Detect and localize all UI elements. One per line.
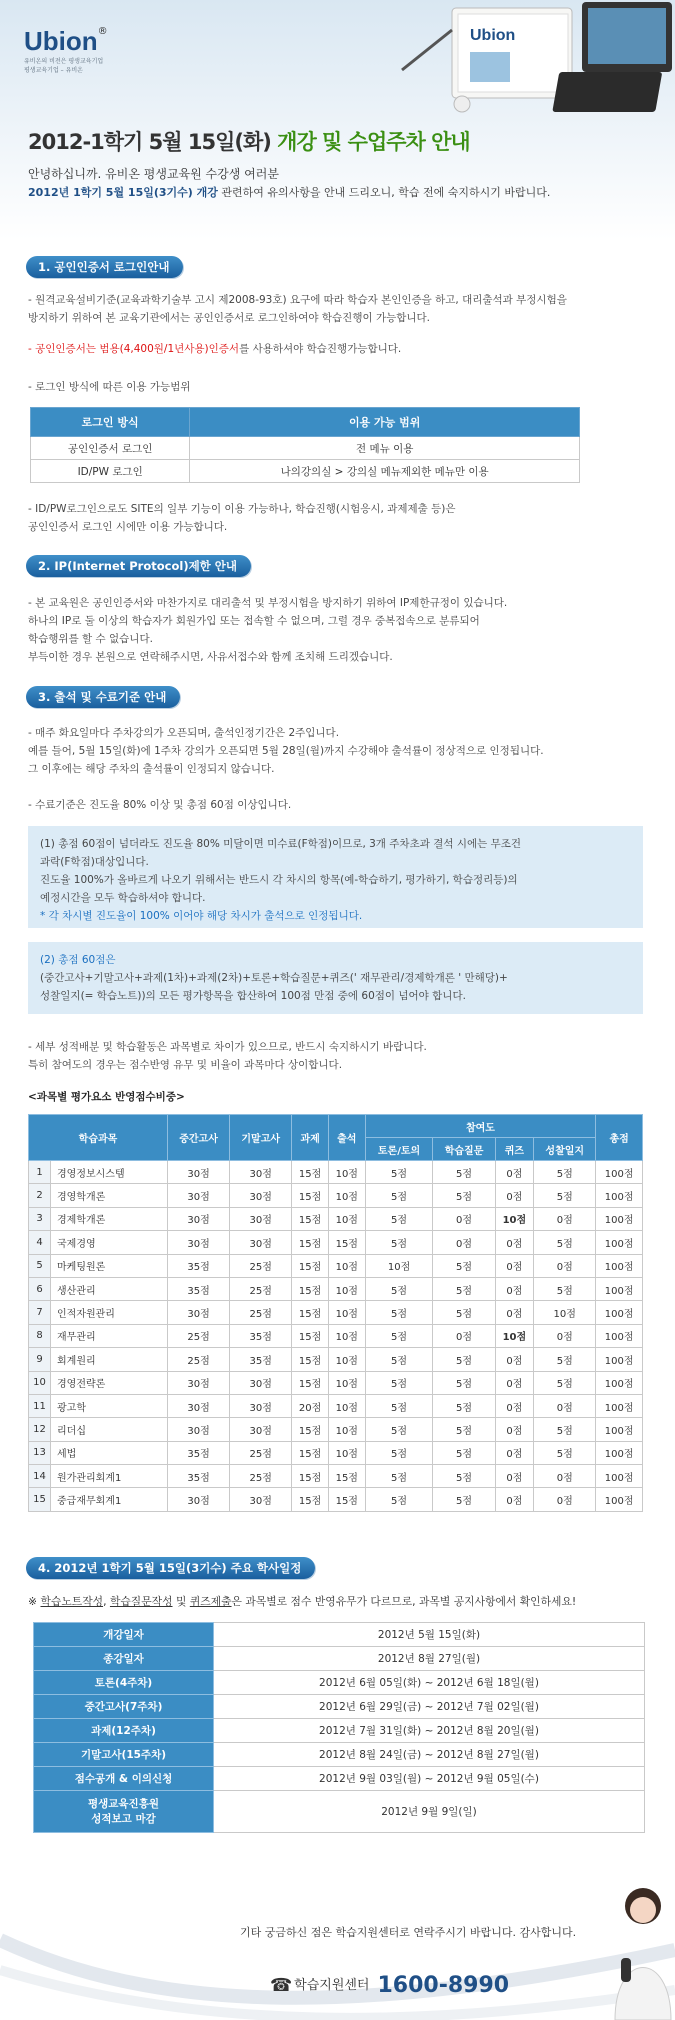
section-4-note bbox=[28, 1593, 576, 1611]
schedule-value: 2012년 5월 15일(화) bbox=[214, 1623, 645, 1647]
score-cell: 5점 bbox=[534, 1418, 596, 1441]
section-1-para-1a: - 원격교육설비기준(교육과학기술부 고시 제2008-93호) 요구에 따라 학습자 본인인증을 하고, 대리출석과 부정시험을 bbox=[28, 294, 567, 306]
score-cell: 5점 bbox=[365, 1184, 433, 1207]
row-number: 11 bbox=[29, 1394, 51, 1417]
score-cell: 10점 bbox=[328, 1441, 365, 1464]
box-2-title: (2) 총점 60점은 bbox=[40, 954, 116, 966]
schedule-label: 종강일자 bbox=[34, 1647, 214, 1671]
score-cell: 30점 bbox=[230, 1207, 292, 1230]
section-1-para-4a: - ID/PW로그인으로도 SITE의 일부 기능이 이용 가능하나, 학습진행(시험응시, 과제제출 등)은 bbox=[28, 503, 456, 515]
table-row bbox=[29, 1254, 643, 1277]
score-cell: 5점 bbox=[534, 1231, 596, 1254]
score-cell: 5점 bbox=[365, 1161, 433, 1184]
task-header: 과제 bbox=[292, 1115, 329, 1161]
login-method-cell: 공인인증서 로그인 bbox=[31, 437, 190, 460]
table-row bbox=[34, 1623, 645, 1647]
score-cell: 0점 bbox=[495, 1348, 534, 1371]
intro-rest: 관련하여 유의사항을 안내 드리오니, 학습 전에 숙지하시기 바랍니다. bbox=[217, 186, 551, 199]
score-cell: 25점 bbox=[230, 1465, 292, 1488]
score-cell: 15점 bbox=[292, 1371, 329, 1394]
note-prefix: ※ bbox=[28, 1595, 41, 1608]
title-highlight: 개강 및 수업주차 안내 bbox=[277, 130, 470, 154]
subject-name: 원가관리회계1 bbox=[51, 1465, 168, 1488]
score-cell: 0점 bbox=[495, 1371, 534, 1394]
score-cell: 5점 bbox=[433, 1184, 495, 1207]
table-row bbox=[29, 1184, 643, 1207]
table-row bbox=[29, 1207, 643, 1230]
row-number: 12 bbox=[29, 1418, 51, 1441]
score-cell: 30점 bbox=[230, 1394, 292, 1417]
notice-box-1 bbox=[28, 826, 643, 928]
score-cell: 25점 bbox=[230, 1254, 292, 1277]
score-cell: 30점 bbox=[230, 1488, 292, 1511]
quiz-header: 퀴즈 bbox=[495, 1138, 534, 1161]
schedule-body bbox=[34, 1623, 645, 1791]
note-and: 및 bbox=[172, 1595, 190, 1608]
score-cell: 10점 bbox=[328, 1184, 365, 1207]
subject-name: 광고학 bbox=[51, 1394, 168, 1417]
score-cell: 15점 bbox=[292, 1418, 329, 1441]
page-title bbox=[28, 126, 470, 156]
intro-bold: 2012년 1학기 5월 15일(3기수) 개강 bbox=[28, 186, 218, 199]
ubion-logo[interactable] bbox=[24, 26, 108, 75]
schedule-value: 2012년 9월 9일(일) bbox=[214, 1791, 645, 1833]
table-row bbox=[31, 460, 580, 483]
certificate-warning-rest: 를 사용하셔야 학습진행가능합니다. bbox=[239, 343, 402, 355]
table-row bbox=[34, 1719, 645, 1743]
score-cell: 15점 bbox=[292, 1161, 329, 1184]
subject-name: 경영정보시스템 bbox=[51, 1161, 168, 1184]
score-cell: 5점 bbox=[365, 1465, 433, 1488]
score-cell: 30점 bbox=[167, 1394, 229, 1417]
subject-name: 생산관리 bbox=[51, 1277, 168, 1300]
table-row bbox=[29, 1324, 643, 1347]
score-cell: 5점 bbox=[433, 1371, 495, 1394]
score-cell: 10점 bbox=[328, 1254, 365, 1277]
schedule-label: 점수공개 & 이의신청 bbox=[34, 1767, 214, 1791]
score-cell: 25점 bbox=[230, 1301, 292, 1324]
score-cell: 15점 bbox=[328, 1488, 365, 1511]
logo-tagline-1: 유비온의 비전은 평생교육기업 bbox=[24, 58, 104, 65]
table-row bbox=[29, 1418, 643, 1441]
row-number: 13 bbox=[29, 1441, 51, 1464]
score-cell: 5점 bbox=[534, 1277, 596, 1300]
section-2-line: 부득이한 경우 본원으로 연락해주시면, 사유서접수와 함께 조치해 드리겠습니다. bbox=[28, 651, 393, 663]
grade-table-caption: <과목별 평가요소 반영점수비중> bbox=[28, 1091, 185, 1103]
table-row bbox=[29, 1441, 643, 1464]
score-cell: 0점 bbox=[495, 1231, 534, 1254]
score-cell: 35점 bbox=[167, 1441, 229, 1464]
row-number: 9 bbox=[29, 1348, 51, 1371]
usage-range-cell: 나의강의실 > 강의실 메뉴제외한 메뉴만 이용 bbox=[190, 460, 580, 483]
grade-table-body bbox=[29, 1161, 643, 1512]
score-cell: 0점 bbox=[495, 1161, 534, 1184]
subject-name: 마케팅원론 bbox=[51, 1254, 168, 1277]
title-date: 2012-1학기 5월 15일(화) bbox=[28, 130, 278, 154]
section-3-line: 예를 들어, 5월 15일(화)에 1주차 강의가 오픈되면 5월 28일(월)까지 수강해야 출석률이 정상적으로 인정됩니다. bbox=[28, 745, 544, 757]
schedule-value: 2012년 9월 03일(월) ~ 2012년 9월 05일(수) bbox=[214, 1767, 645, 1791]
score-cell: 5점 bbox=[534, 1161, 596, 1184]
score-cell: 10점 bbox=[328, 1161, 365, 1184]
box-1-line: (1) 총점 60점이 넘더라도 진도율 80% 미달이면 미수료(F학점)이므로, 3개 주차초과 결석 시에는 무조건 bbox=[40, 838, 522, 850]
score-cell: 5점 bbox=[534, 1441, 596, 1464]
score-cell: 5점 bbox=[365, 1301, 433, 1324]
score-cell: 0점 bbox=[495, 1488, 534, 1511]
score-cell: 0점 bbox=[534, 1488, 596, 1511]
schedule-label-line-1: 평생교육진흥원 bbox=[87, 1797, 159, 1810]
note-item-question: 학습질문작성 bbox=[109, 1595, 173, 1608]
row-number: 15 bbox=[29, 1488, 51, 1511]
score-cell: 30점 bbox=[167, 1418, 229, 1441]
score-cell: 100점 bbox=[596, 1441, 643, 1464]
row-number: 1 bbox=[29, 1161, 51, 1184]
subject-name: 회계원리 bbox=[51, 1348, 168, 1371]
score-cell: 0점 bbox=[534, 1254, 596, 1277]
score-cell: 5점 bbox=[433, 1418, 495, 1441]
row-number: 10 bbox=[29, 1371, 51, 1394]
schedule-value: 2012년 6월 05일(화) ~ 2012년 6월 18일(월) bbox=[214, 1671, 645, 1695]
score-cell: 100점 bbox=[596, 1207, 643, 1230]
score-cell: 5점 bbox=[433, 1488, 495, 1511]
score-cell: 100점 bbox=[596, 1231, 643, 1254]
score-cell: 0점 bbox=[495, 1301, 534, 1324]
section-1-para-4b: 공인인증서 로그인 시에만 이용 가능합니다. bbox=[28, 521, 228, 533]
login-method-cell: ID/PW 로그인 bbox=[31, 460, 190, 483]
subject-name: 세법 bbox=[51, 1441, 168, 1464]
schedule-value: 2012년 8월 27일(월) bbox=[214, 1647, 645, 1671]
score-cell: 15점 bbox=[292, 1441, 329, 1464]
score-cell: 5점 bbox=[433, 1348, 495, 1371]
logo-tagline-2: 평생교육기업 – 유비온 bbox=[24, 67, 83, 74]
score-cell: 100점 bbox=[596, 1184, 643, 1207]
table-row bbox=[29, 1394, 643, 1417]
score-cell: 5점 bbox=[433, 1441, 495, 1464]
subject-name: 경영전략론 bbox=[51, 1371, 168, 1394]
score-cell: 5점 bbox=[365, 1231, 433, 1254]
box-2-line: 성찰일지(= 학습노트))의 모든 평가항목을 합산하여 100점 만점 중에 60점이 넘어야 합니다. bbox=[40, 990, 466, 1002]
table-row bbox=[34, 1671, 645, 1695]
section-3-line: 그 이후에는 해당 주차의 출석률이 인정되지 않습니다. bbox=[28, 763, 275, 775]
score-cell: 5점 bbox=[365, 1324, 433, 1347]
table-row bbox=[29, 1161, 643, 1184]
schedule-label: 과제(12주차) bbox=[34, 1719, 214, 1743]
certificate-warning: - 공인인증서는 범용(4,400원/1년사용)인증서 bbox=[28, 343, 240, 355]
row-number: 5 bbox=[29, 1254, 51, 1277]
section-3-line: - 매주 화요일마다 주차강의가 오픈되며, 출석인정기간은 2주입니다. bbox=[28, 727, 340, 739]
section-2-line: - 본 교육원은 공인인증서와 마찬가지로 대리출석 및 부정시험을 방지하기 위하여 IP제한규정이 있습니다. bbox=[28, 597, 508, 609]
box-1-line: 진도율 100%가 올바르게 나오기 위해서는 반드시 각 차시의 항목(예-학습하기, 평가하기, 학습정리등)의 bbox=[40, 874, 518, 886]
score-cell: 30점 bbox=[167, 1207, 229, 1230]
score-cell: 5점 bbox=[365, 1418, 433, 1441]
score-cell: 10점 bbox=[365, 1254, 433, 1277]
usage-range-cell: 전 메뉴 이용 bbox=[190, 437, 580, 460]
score-cell: 30점 bbox=[230, 1184, 292, 1207]
intro-line bbox=[28, 184, 550, 200]
box-2-line: (중간고사+기말고사+과제(1차)+과제(2차)+토론+학습질문+퀴즈(' 재무관리/경제학개론 ' 만해당)+ bbox=[40, 972, 508, 984]
score-cell: 100점 bbox=[596, 1254, 643, 1277]
schedule-label: 기말고사(15주차) bbox=[34, 1743, 214, 1767]
score-cell: 35점 bbox=[230, 1348, 292, 1371]
score-cell: 5점 bbox=[433, 1394, 495, 1417]
support-phone-number[interactable]: 1600-8990 bbox=[377, 1973, 510, 1998]
score-cell: 5점 bbox=[534, 1371, 596, 1394]
usage-range-header: 이용 가능 범위 bbox=[190, 408, 580, 437]
attendance-header: 출석 bbox=[328, 1115, 365, 1161]
footer-swirl-decoration bbox=[0, 1880, 675, 2020]
box-1-line: 예정시간을 모두 학습하셔야 합니다. bbox=[40, 892, 206, 904]
greeting-line: 안녕하십니까. 유비온 평생교육원 수강생 여러분 bbox=[28, 167, 279, 181]
score-cell: 10점 bbox=[328, 1207, 365, 1230]
note-item-quiz: 퀴즈제출 bbox=[189, 1595, 232, 1608]
score-cell: 100점 bbox=[596, 1418, 643, 1441]
box-1-highlight: * 각 차시별 진도율이 100% 이어야 해당 차시가 출석으로 인정됩니다. bbox=[40, 910, 363, 922]
section-2-heading: 2. IP(Internet Protocol)제한 안내 bbox=[26, 555, 251, 577]
score-cell: 5점 bbox=[433, 1161, 495, 1184]
score-cell: 15점 bbox=[292, 1488, 329, 1511]
subject-name: 인적자원관리 bbox=[51, 1301, 168, 1324]
score-cell: 15점 bbox=[292, 1207, 329, 1230]
score-cell: 35점 bbox=[167, 1277, 229, 1300]
score-cell: 10점 bbox=[328, 1301, 365, 1324]
score-cell: 15점 bbox=[292, 1277, 329, 1300]
support-center-label: 학습지원센터 bbox=[294, 1978, 370, 1993]
score-cell: 30점 bbox=[230, 1231, 292, 1254]
score-cell: 15점 bbox=[328, 1231, 365, 1254]
score-cell: 5점 bbox=[534, 1184, 596, 1207]
score-cell: 30점 bbox=[230, 1161, 292, 1184]
participation-header: 참여도 bbox=[365, 1115, 596, 1138]
row-number: 6 bbox=[29, 1277, 51, 1300]
score-cell: 30점 bbox=[230, 1371, 292, 1394]
score-cell: 15점 bbox=[292, 1254, 329, 1277]
table-row bbox=[34, 1695, 645, 1719]
subject-name: 중급재무회계1 bbox=[51, 1488, 168, 1511]
score-cell: 100점 bbox=[596, 1394, 643, 1417]
score-cell: 5점 bbox=[433, 1465, 495, 1488]
table-row bbox=[29, 1301, 643, 1324]
score-cell: 0점 bbox=[495, 1394, 534, 1417]
schedule-label: 개강일자 bbox=[34, 1623, 214, 1647]
journal-header: 성찰일지 bbox=[534, 1138, 596, 1161]
score-cell: 30점 bbox=[167, 1161, 229, 1184]
section-2-line: 하나의 IP로 둘 이상의 학습자가 회원가입 또는 접속할 수 없으며, 그럴 경우 중복접속으로 분류되어 bbox=[28, 615, 480, 627]
score-cell: 15점 bbox=[292, 1184, 329, 1207]
table-row bbox=[29, 1488, 643, 1511]
row-number: 2 bbox=[29, 1184, 51, 1207]
score-cell: 100점 bbox=[596, 1277, 643, 1300]
table-row bbox=[29, 1277, 643, 1300]
section-1-heading: 1. 공인인증서 로그인안내 bbox=[26, 256, 183, 278]
midterm-header: 중간고사 bbox=[167, 1115, 229, 1161]
note-item-journal: 학습노트작성 bbox=[40, 1595, 104, 1608]
score-cell: 15점 bbox=[292, 1348, 329, 1371]
schedule-label: 토론(4주차) bbox=[34, 1671, 214, 1695]
section-4-heading: 4. 2012년 1학기 5월 15일(3기수) 주요 학사일정 bbox=[26, 1557, 315, 1579]
score-cell: 25점 bbox=[167, 1348, 229, 1371]
box-1-line: 과락(F학점)대상입니다. bbox=[40, 856, 149, 868]
section-3-note: - 세부 성적배분 및 학습활동은 과목별로 차이가 있으므로, 반드시 숙지하시기 바랍니다. bbox=[28, 1041, 427, 1053]
subject-name: 국제경영 bbox=[51, 1231, 168, 1254]
score-cell: 0점 bbox=[433, 1324, 495, 1347]
score-cell: 15점 bbox=[328, 1465, 365, 1488]
grade-weight-table bbox=[28, 1114, 643, 1512]
score-cell: 35점 bbox=[230, 1324, 292, 1347]
table-row bbox=[31, 437, 580, 460]
section-1-para-1b: 방지하기 위하여 본 교육기관에서는 공인인증서로 로그인하여야 학습진행이 가능합니다. bbox=[28, 312, 430, 324]
table-row bbox=[29, 1371, 643, 1394]
schedule-value: 2012년 6월 29일(금) ~ 2012년 7월 02일(월) bbox=[214, 1695, 645, 1719]
row-number: 8 bbox=[29, 1324, 51, 1347]
section-3-note: 특히 참여도의 경우는 점수반영 유무 및 비율이 과목마다 상이합니다. bbox=[28, 1059, 343, 1071]
score-cell: 30점 bbox=[167, 1488, 229, 1511]
score-cell: 30점 bbox=[167, 1301, 229, 1324]
row-number: 3 bbox=[29, 1207, 51, 1230]
svg-text:Ubion: Ubion bbox=[470, 27, 516, 44]
table-row bbox=[34, 1743, 645, 1767]
table-row bbox=[34, 1647, 645, 1671]
logo-registered: ® bbox=[97, 26, 108, 37]
section-1-para-2 bbox=[28, 340, 401, 358]
score-cell: 0점 bbox=[534, 1324, 596, 1347]
score-cell: 5점 bbox=[433, 1301, 495, 1324]
closing-message: 기타 궁금하신 점은 학습지원센터로 연락주시기 바랍니다. 감사합니다. bbox=[240, 1926, 577, 1939]
score-cell: 100점 bbox=[596, 1324, 643, 1347]
table-row bbox=[34, 1767, 645, 1791]
score-cell: 100점 bbox=[596, 1488, 643, 1511]
score-cell: 35점 bbox=[167, 1465, 229, 1488]
score-cell: 15점 bbox=[292, 1324, 329, 1347]
score-cell: 5점 bbox=[365, 1371, 433, 1394]
score-cell: 25점 bbox=[167, 1324, 229, 1347]
question-header: 학습질문 bbox=[433, 1138, 495, 1161]
score-cell: 0점 bbox=[495, 1441, 534, 1464]
score-cell: 5점 bbox=[365, 1441, 433, 1464]
row-number: 4 bbox=[29, 1231, 51, 1254]
row-number: 14 bbox=[29, 1465, 51, 1488]
schedule-label: 중간고사(7주차) bbox=[34, 1695, 214, 1719]
score-cell: 5점 bbox=[365, 1348, 433, 1371]
score-cell: 5점 bbox=[365, 1207, 433, 1230]
score-cell: 100점 bbox=[596, 1371, 643, 1394]
score-cell: 100점 bbox=[596, 1465, 643, 1488]
score-cell: 5점 bbox=[534, 1348, 596, 1371]
score-cell: 0점 bbox=[495, 1184, 534, 1207]
subject-header: 학습과목 bbox=[29, 1115, 168, 1161]
score-cell: 5점 bbox=[433, 1277, 495, 1300]
phone-icon: ☎ bbox=[270, 1975, 293, 1996]
score-cell: 5점 bbox=[365, 1277, 433, 1300]
table-row bbox=[29, 1348, 643, 1371]
score-cell: 0점 bbox=[433, 1231, 495, 1254]
note-comma: , bbox=[103, 1595, 110, 1608]
laptop-notebook-illustration bbox=[392, 0, 675, 120]
notice-box-2 bbox=[28, 942, 643, 1014]
schedule-label-line-2: 성적보고 마감 bbox=[91, 1812, 156, 1825]
score-cell: 0점 bbox=[495, 1418, 534, 1441]
score-cell: 35점 bbox=[167, 1254, 229, 1277]
academic-schedule-table bbox=[33, 1622, 645, 1833]
completion-criteria: - 수료기준은 진도율 80% 이상 및 총점 60점 이상입니다. bbox=[28, 799, 292, 811]
schedule-label bbox=[34, 1791, 214, 1833]
score-cell: 10점 bbox=[495, 1324, 534, 1347]
subject-name: 리더십 bbox=[51, 1418, 168, 1441]
table-row bbox=[29, 1465, 643, 1488]
score-cell: 30점 bbox=[167, 1371, 229, 1394]
subject-name: 경제학개론 bbox=[51, 1207, 168, 1230]
score-cell: 100점 bbox=[596, 1301, 643, 1324]
score-cell: 0점 bbox=[534, 1465, 596, 1488]
score-cell: 100점 bbox=[596, 1161, 643, 1184]
schedule-value: 2012년 8월 24일(금) ~ 2012년 8월 27일(월) bbox=[214, 1743, 645, 1767]
score-cell: 10점 bbox=[328, 1394, 365, 1417]
final-header: 기말고사 bbox=[230, 1115, 292, 1161]
score-cell: 10점 bbox=[328, 1348, 365, 1371]
table-row bbox=[29, 1231, 643, 1254]
note-rest: 은 과목별로 점수 반영유무가 다르므로, 과목별 공지사항에서 확인하세요! bbox=[231, 1595, 577, 1608]
score-cell: 10점 bbox=[328, 1418, 365, 1441]
score-cell: 0점 bbox=[534, 1207, 596, 1230]
score-cell: 30점 bbox=[167, 1184, 229, 1207]
subject-name: 경영학개론 bbox=[51, 1184, 168, 1207]
logo-brand: Ubion bbox=[24, 26, 98, 56]
score-cell: 0점 bbox=[433, 1207, 495, 1230]
subject-name: 재무관리 bbox=[51, 1324, 168, 1347]
score-cell: 15점 bbox=[292, 1301, 329, 1324]
score-cell: 0점 bbox=[495, 1277, 534, 1300]
score-cell: 10점 bbox=[534, 1301, 596, 1324]
score-cell: 0점 bbox=[495, 1254, 534, 1277]
total-header: 총점 bbox=[596, 1115, 643, 1161]
score-cell: 0점 bbox=[534, 1394, 596, 1417]
login-method-table bbox=[30, 407, 580, 483]
login-method-header: 로그인 방식 bbox=[31, 408, 190, 437]
section-1-para-3: - 로그인 방식에 따른 이용 가능범위 bbox=[28, 381, 191, 393]
score-cell: 30점 bbox=[167, 1231, 229, 1254]
section-2-line: 학습행위를 할 수 없습니다. bbox=[28, 633, 153, 645]
score-cell: 5점 bbox=[433, 1254, 495, 1277]
score-cell: 10점 bbox=[328, 1277, 365, 1300]
discussion-header: 토론/토의 bbox=[365, 1138, 433, 1161]
support-center[interactable] bbox=[270, 1973, 509, 1998]
schedule-value: 2012년 7월 31일(화) ~ 2012년 8월 20일(월) bbox=[214, 1719, 645, 1743]
score-cell: 15점 bbox=[292, 1231, 329, 1254]
score-cell: 30점 bbox=[230, 1418, 292, 1441]
score-cell: 5점 bbox=[365, 1488, 433, 1511]
score-cell: 20점 bbox=[292, 1394, 329, 1417]
section-3-heading: 3. 출석 및 수료기준 안내 bbox=[26, 686, 180, 708]
support-agent-illustration bbox=[605, 1880, 675, 2020]
score-cell: 10점 bbox=[328, 1371, 365, 1394]
score-cell: 10점 bbox=[495, 1207, 534, 1230]
score-cell: 0점 bbox=[495, 1465, 534, 1488]
score-cell: 25점 bbox=[230, 1441, 292, 1464]
score-cell: 100점 bbox=[596, 1348, 643, 1371]
score-cell: 10점 bbox=[328, 1324, 365, 1347]
score-cell: 15점 bbox=[292, 1465, 329, 1488]
score-cell: 5점 bbox=[365, 1394, 433, 1417]
table-row bbox=[34, 1791, 645, 1833]
row-number: 7 bbox=[29, 1301, 51, 1324]
score-cell: 25점 bbox=[230, 1277, 292, 1300]
